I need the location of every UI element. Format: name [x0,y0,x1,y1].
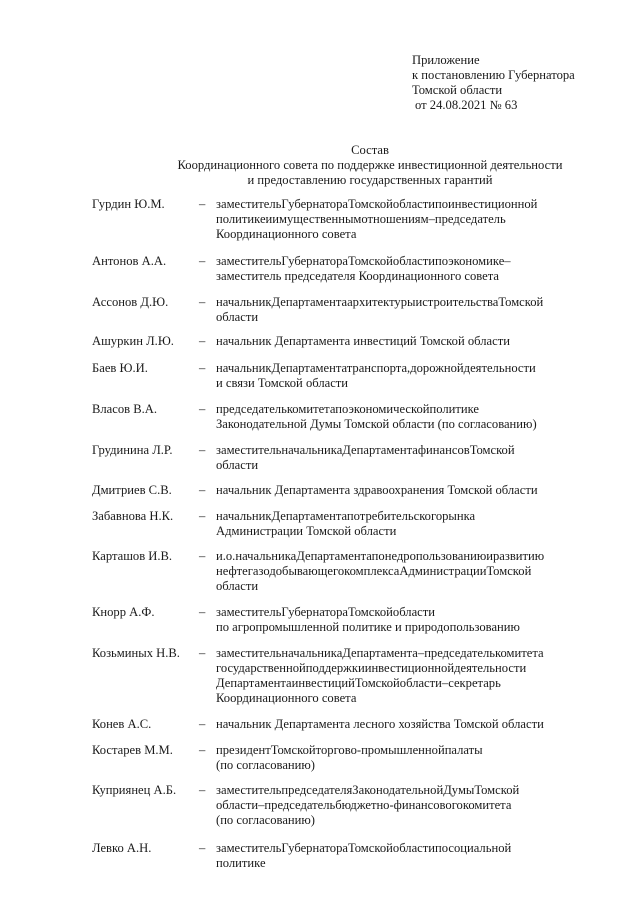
appendix-line-1: Приложение [412,53,480,67]
role-line: Координационного совета [216,227,357,241]
role-line: начальникДепартаментапотребительскогорынка [216,509,476,523]
member-role [216,509,596,539]
role-line: начальник Департамента лесного хозяйства Томской области [216,717,544,731]
member-name: Кнорр А.Ф. [92,605,155,619]
member-name: Конев А.С. [92,717,152,731]
role-line: (по согласованию) [216,758,316,772]
member-role [216,295,596,325]
role-line: политике [216,856,266,870]
role-line: заместительначальникаДепартаментафинансовТомской [216,443,515,457]
dash: – [199,717,206,731]
member-role [216,549,596,594]
document-title [0,143,640,188]
member-role [216,841,596,871]
dash: – [199,549,206,563]
member-role [216,743,596,773]
member-name: Ашуркин Л.Ю. [92,334,174,348]
member-name: Костарев М.М. [92,743,173,757]
appendix-header [412,53,575,113]
role-line: заместительГубернатораТомскойобластипоэкономике– [216,254,511,268]
member-role [216,646,596,706]
dash: – [199,197,206,211]
role-line: и связи Томской области [216,376,349,390]
dash: – [199,361,206,375]
dash: – [199,783,206,797]
member-role [216,361,596,391]
member-name: Власов В.А. [92,402,158,416]
member-name: Карташов И.В. [92,549,173,563]
role-line: начальник Департамента инвестиций Томской области [216,334,510,348]
appendix-line-2: к постановлению Губернатора [412,68,575,82]
member-name: Куприянец А.Б. [92,783,177,797]
title-line-1: Состав [351,143,389,157]
member-name: Левко А.Н. [92,841,152,855]
dash: – [199,443,206,457]
member-name: Баев Ю.И. [92,361,148,375]
title-line-3: и предоставлению государственных гарантий [247,173,493,187]
member-role [216,483,596,498]
dash: – [199,334,206,348]
role-line: начальникДепартаментатранспорта,дорожнойдеятельности [216,361,536,375]
member-role [216,197,596,242]
dash: – [199,254,206,268]
member-name: Козьминых Н.В. [92,646,180,660]
role-line: заместительГубернатораТомскойобласти [216,605,435,619]
dash: – [199,605,206,619]
role-line: Законодательной Думы Томской области (по согласованию) [216,417,537,431]
member-name: Дмитриев С.В. [92,483,172,497]
member-name: Забавнова Н.К. [92,509,174,523]
role-line: начальник Департамента здравоохранения Томской области [216,483,538,497]
member-role [216,605,596,635]
role-line: заместитель председателя Координационного совета [216,269,499,283]
role-line: заместительпредседателяЗаконодательнойДумыТомской [216,783,520,797]
member-role [216,254,596,284]
appendix-line-4: от 24.08.2021 № 63 [415,98,518,112]
appendix-line-3: Томской области [412,83,503,97]
member-role [216,783,596,828]
dash: – [199,295,206,309]
dash: – [199,483,206,497]
role-line: заместительначальникаДепартамента–председателькомитета [216,646,544,660]
role-line: области [216,458,259,472]
role-line: (по согласованию) [216,813,316,827]
role-line: председателькомитетапоэкономическойполитике [216,402,480,416]
role-line: по агропромышленной политике и природопользованию [216,620,520,634]
role-line: заместительГубернатораТомскойобластипоинвестиционной [216,197,538,211]
dash: – [199,841,206,855]
role-line: и.о.начальникаДепартаментапонедропользованиюиразвитию [216,549,545,563]
role-line: Администрации Томской области [216,524,397,538]
role-line: области–председательбюджетно-финансовогокомитета [216,798,512,812]
member-name: Антонов А.А. [92,254,167,268]
role-line: области [216,579,259,593]
role-line: области [216,310,259,324]
dash: – [199,743,206,757]
member-name: Ассонов Д.Ю. [92,295,169,309]
role-line: государственнойподдержкиинвестиционнойдеятельности [216,661,527,675]
dash: – [199,646,206,660]
dash: – [199,509,206,523]
member-name: Грудинина Л.Р. [92,443,173,457]
member-role [216,402,596,432]
role-line: ДепартаментаинвестицийТомскойобласти–секретарь [216,676,501,690]
role-line: заместительГубернатораТомскойобластипосоциальной [216,841,512,855]
member-role [216,717,596,732]
member-role [216,334,596,349]
role-line: нефтегазодобывающегокомплексаАдминистрацииТомской [216,564,532,578]
role-line: политикеиимущественнымотношениям–председатель [216,212,506,226]
member-role [216,443,596,473]
role-line: начальникДепартаментаархитектурыистроительстваТомской [216,295,544,309]
title-line-2: Координационного совета по поддержке инвестиционной деятельности [177,158,563,172]
role-line: Координационного совета [216,691,357,705]
member-name: Гурдин Ю.М. [92,197,165,211]
dash: – [199,402,206,416]
role-line: президентТомскойторгово-промышленнойпалаты [216,743,483,757]
